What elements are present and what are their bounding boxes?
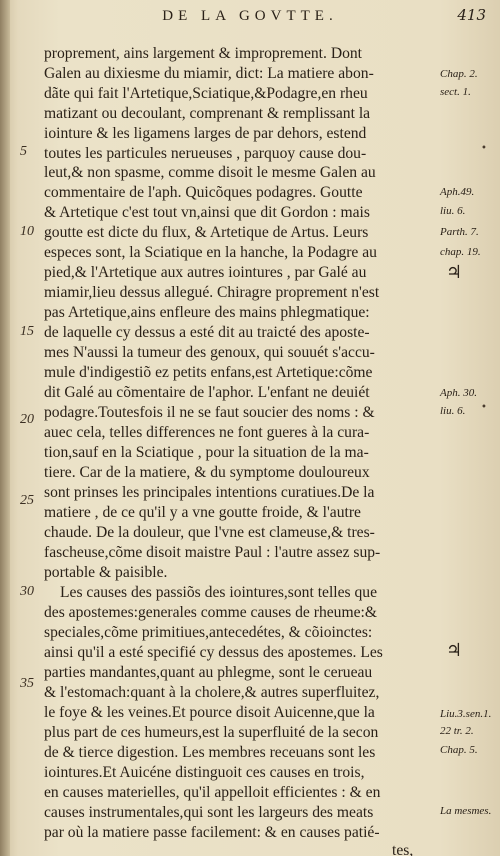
line-number: 15	[20, 324, 34, 339]
page-gutter	[0, 0, 10, 856]
ink-speck: •	[481, 143, 487, 154]
text-line: & Artetique c'est tout vn,ainsi que dit Gordon : mais	[44, 204, 370, 221]
jupiter-glyph-icon: ♃	[446, 640, 463, 661]
text-line: commentaire de l'aph. Quicõques podagres. Goutte	[44, 184, 363, 201]
text-line: iointures.Et Auicéne distinguoit ces causes en trois,	[44, 764, 365, 781]
margin-note: chap. 19.	[440, 246, 481, 258]
running-title: DE LA GOVTTE.	[162, 8, 338, 24]
text-line: auec cela, telles differences ne font gueres à la cura-	[44, 424, 370, 441]
text-line: tiere. Car de la matiere, & du symptome douloureux	[44, 464, 370, 481]
text-line: des apostemes:generales comme causes de rheume:&	[44, 604, 377, 621]
text-line: Les causes des passiõs des iointures,sont telles que	[60, 584, 378, 601]
text-line: toutes les particules nerueuses , parquoy cause dou-	[44, 145, 367, 162]
margin-note: liu. 6.	[440, 205, 466, 217]
text-line: parties mandantes,quant au phlegme, sont le cerueau	[44, 664, 373, 681]
ink-speck: •	[481, 402, 487, 413]
text-line: le foye & les veines.Et pource disoit Auicenne,que la	[44, 704, 375, 721]
text-line: podagre.Toutesfois il ne se faut soucier des noms : &	[44, 404, 375, 421]
line-number: 10	[20, 224, 34, 239]
line-number: 35	[20, 676, 34, 691]
text-line: ainsi qu'il a esté specifié cy dessus des apostemes. Les	[44, 644, 383, 661]
line-number: 5	[20, 144, 27, 159]
text-line: iointure & les ligamens larges de par dehors, estend	[44, 125, 367, 142]
text-line: causes instrumentales,qui sont les largeurs des meats	[44, 804, 374, 821]
text-line: chaude. De la douleur, que l'vne est clameuse,& tres-	[44, 524, 375, 541]
text-line: leut,& non spasme, comme disoit le mesme Galen au	[44, 164, 376, 181]
margin-note: Chap. 2.	[440, 68, 478, 80]
text-line: Galen au dixiesme du miamir, dict: La matiere abon-	[44, 65, 374, 82]
margin-note: sect. 1.	[440, 86, 471, 98]
text-line: tion,sauf en la Sciatique , pour la situation de la ma-	[44, 444, 369, 461]
margin-note: Liu.3.sen.1.	[440, 708, 492, 720]
text-line: proprement, ains largement & improprement. Dont	[44, 45, 363, 62]
text-line: tes,	[392, 842, 414, 856]
margin-note: Chap. 5.	[440, 744, 478, 756]
text-line: fascheuse,cõme disoit maistre Paul : l'autre assez sup-	[44, 544, 381, 561]
text-line: matizant ou decoulant, comprenant & remplissant la	[44, 105, 371, 122]
margin-note: Aph.49.	[440, 186, 475, 198]
text-line: mes N'aussi la tumeur des genoux, qui souuét s'accu-	[44, 344, 375, 361]
folio-number: 413	[457, 6, 486, 24]
line-number: 25	[20, 493, 34, 508]
text-line: goutte est dicte du flux, & Artetique de Artus. Leurs	[44, 224, 369, 241]
text-line: pied,& l'Artetique aux autres iointures , par Galé au	[44, 264, 367, 281]
text-line: par où la matiere passe facilement: & en causes patié-	[44, 824, 380, 841]
text-line: dãte qui fait l'Artetique,Sciatique,&Podagre,en rheu	[44, 85, 368, 102]
margin-note: liu. 6.	[440, 405, 466, 417]
text-line: matiere , de ce qu'il y a vne goutte froide, & l'autre	[44, 504, 361, 521]
text-line: en causes materielles, qu'il appelloit efficientes : & en	[44, 784, 381, 801]
text-line: speciales,cõme primitiues,antecedétes, & cõioinctes:	[44, 624, 373, 641]
text-line: miamir,lieu dessus allegué. Chiragre proprement n'est	[44, 284, 380, 301]
text-line: especes sont, la Sciatique en la hanche, la Podagre au	[44, 244, 377, 261]
margin-note: 22 tr. 2.	[440, 725, 474, 737]
text-line: dit Galé au cõmentaire de l'aphor. L'enfant ne deuiét	[44, 384, 370, 401]
jupiter-glyph-icon: ♃	[446, 262, 463, 283]
line-number: 30	[20, 584, 34, 599]
text-line: de & tierce digestion. Les membres receuans sont les	[44, 744, 376, 761]
text-line: de laquelle cy dessus a esté dit au traicté des aposte-	[44, 324, 370, 341]
text-line: & l'estomach:quant à la cholere,& autres superfluitez,	[44, 684, 380, 701]
text-line: pas Artetique,ains enfleure des mains phlegmatique:	[44, 304, 370, 321]
margin-note: Aph. 30.	[440, 387, 477, 399]
line-number: 20	[20, 412, 34, 427]
text-line: sont prinses les principales intentions curatiues.De la	[44, 484, 375, 501]
text-line: plus part de ces humeurs,est la superfluité de la secon	[44, 724, 379, 741]
margin-note: La mesmes.	[440, 805, 492, 817]
text-line: portable & paisible.	[44, 564, 168, 581]
margin-note: Parth. 7.	[440, 226, 479, 238]
text-line: mule d'indigestiõ ez petits enfans,est Artetique:cõme	[44, 364, 373, 381]
